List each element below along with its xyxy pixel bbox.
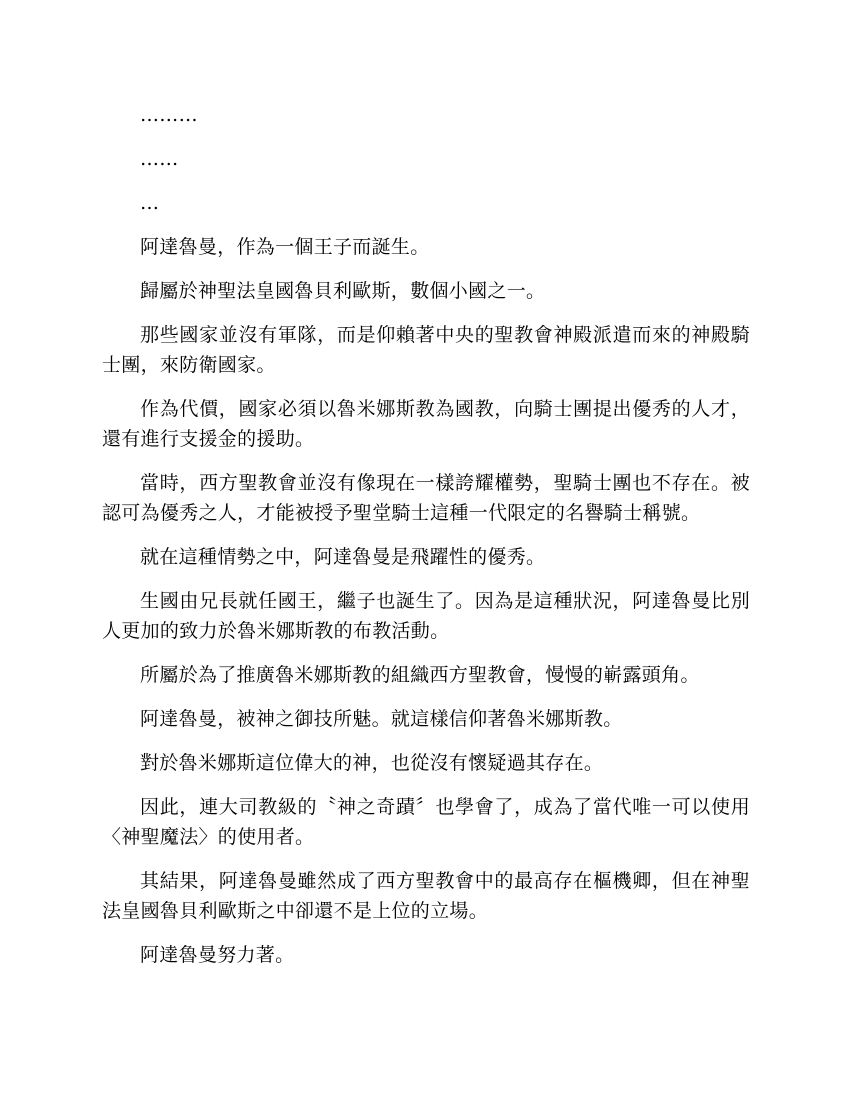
paragraph: …… (140, 148, 179, 170)
paragraph: 阿達魯曼，作為一個王子而誕生。 (140, 236, 430, 258)
document-body (102, 100, 750, 984)
paragraph: 因此，連大司教級的〝神之奇蹟〞也學會了，成為了當代唯一可以使用〈神聖魔法〉的使用者。 (102, 796, 750, 848)
paragraph: 阿達魯曼，被神之御技所魅。就這樣信仰著魯米娜斯教。 (140, 708, 623, 730)
paragraph: 其結果，阿達魯曼雖然成了西方聖教會中的最高存在樞機卿，但在神聖法皇國魯貝利歐斯之中卻還不是上位的立場。 (102, 870, 750, 922)
paragraph: 歸屬於神聖法皇國魯貝利歐斯，數個小國之一。 (140, 280, 546, 302)
paragraph: ……… (140, 104, 198, 126)
paragraph: … (140, 192, 160, 214)
paragraph: 就在這種情勢之中，阿達魯曼是飛躍性的優秀。 (140, 546, 546, 568)
paragraph: 所屬於為了推廣魯米娜斯教的組織西方聖教會，慢慢的嶄露頭角。 (140, 664, 700, 686)
paragraph: 阿達魯曼努力著。 (140, 944, 295, 966)
paragraph: 當時，西方聖教會並沒有像現在一樣誇耀權勢，聖騎士團也不存在。被認可為優秀之人，才能被授予聖堂騎士這種一代限定的名譽騎士稱號。 (102, 472, 750, 524)
paragraph: 作為代價，國家必須以魯米娜斯教為國教，向騎士團提出優秀的人才，還有進行支援金的援助。 (102, 398, 750, 450)
paragraph: 那些國家並沒有軍隊，而是仰賴著中央的聖教會神殿派遣而來的神殿騎士團，來防衛國家。 (102, 324, 750, 376)
paragraph: 生國由兄長就任國王，繼子也誕生了。因為是這種狀況，阿達魯曼比別人更加的致力於魯米娜斯教的布教活動。 (102, 590, 750, 642)
paragraph: 對於魯米娜斯這位偉大的神，也從沒有懷疑過其存在。 (140, 752, 604, 774)
